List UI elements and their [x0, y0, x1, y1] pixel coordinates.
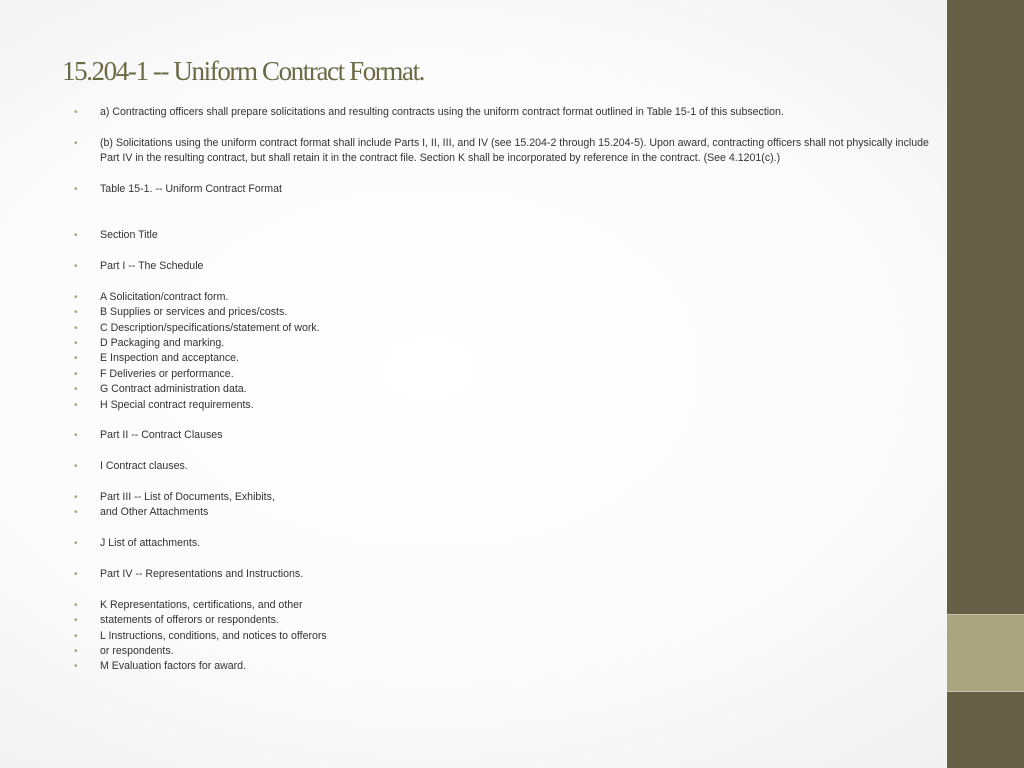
bullet-text: F Deliveries or performance. [100, 367, 234, 380]
bullet-item [74, 382, 950, 397]
bullet-item [74, 259, 950, 274]
bullet-text: I Contract clauses. [100, 460, 188, 473]
bullet-dot-icon: • [74, 399, 78, 411]
bullet-text: Table 15-1. -- Uniform Contract Format [100, 183, 282, 195]
bullet-dot-icon: • [74, 569, 78, 581]
bullet-text: D Packaging and marking. [100, 337, 225, 350]
bullet-dot-icon: • [74, 230, 78, 242]
bullet-dot-icon: • [74, 338, 78, 350]
bullet-item [74, 351, 950, 366]
bullet-text: G Contract administration data. [100, 383, 247, 396]
bullet-dot-icon: • [74, 368, 78, 380]
bullet-text: Part II -- Contract Clauses [100, 429, 223, 442]
bullet-item [74, 336, 950, 351]
sidebar-seam [947, 691, 1024, 692]
sidebar-segment-bottom [947, 692, 1024, 768]
bullet-dot-icon: • [74, 261, 78, 272]
bullet-item [74, 428, 950, 443]
sidebar-segment-middle [947, 614, 1024, 692]
bullet-item [74, 567, 950, 582]
bullet-item [74, 136, 950, 167]
bullet-item [74, 290, 950, 305]
bullet-text: a) Contracting officers shall prepare solicitations and resulting contracts using the uniform contract format outlined in Table 15-1 of this subsection. [100, 106, 784, 118]
bullet-text: (b) Solicitations using the uniform contract format shall include Parts I, II, III, and IV (see 15.204-2 through 15.204-5). Upon award, contracting officers shall not physically include Part IV in the resulting contract, but shall retain it in the contract file. Section K shall be incorporated by reference in the contract. (See 4.1201(c).) [100, 136, 929, 165]
bullet-text: K Representations, certifications, and other [100, 598, 303, 611]
bullet-text: M Evaluation factors for award. [100, 660, 247, 673]
bullet-text: L Instructions, conditions, and notices to offerors [100, 629, 327, 642]
bullet-dot-icon: • [74, 461, 78, 473]
bullet-dot-icon: • [74, 184, 78, 195]
bullet-item [74, 659, 950, 674]
bullet-dot-icon: • [74, 291, 78, 303]
bullet-text: J List of attachments. [100, 537, 201, 550]
sidebar-seam [947, 614, 1024, 615]
bullet-item [74, 629, 950, 644]
bullet-text: E Inspection and acceptance. [100, 352, 239, 365]
bullet-item [74, 598, 950, 613]
bullet-item [74, 105, 950, 120]
bullet-text: C Description/specifications/statement of work. [100, 321, 320, 334]
bullet-dot-icon: • [74, 137, 78, 149]
bullet-item [74, 644, 950, 659]
bullet-dot-icon: • [74, 322, 78, 334]
bullet-dot-icon: • [74, 384, 78, 396]
bullet-item [74, 505, 950, 520]
bullet-item [74, 536, 950, 551]
bullet-text: Part I -- The Schedule [100, 260, 204, 272]
bullet-dot-icon: • [74, 630, 78, 642]
bullet-text: B Supplies or services and prices/costs. [100, 306, 288, 319]
bullet-item [74, 459, 950, 474]
bullet-item [74, 490, 950, 505]
bullet-item [74, 321, 950, 336]
decorative-sidebar [947, 0, 1024, 768]
bullet-text: Part III -- List of Documents, Exhibits, [100, 491, 275, 504]
bullet-text: H Special contract requirements. [100, 398, 254, 411]
bullet-dot-icon: • [74, 492, 78, 504]
sidebar-segment-top [947, 0, 1024, 614]
bullet-dot-icon: • [74, 599, 78, 611]
bullet-text: statements of offerors or respondents. [100, 614, 279, 627]
bullet-item [74, 613, 950, 628]
bullet-list [74, 105, 950, 675]
bullet-item [74, 305, 950, 320]
bullet-dot-icon: • [74, 615, 78, 627]
slide-title: 15.204-1 -- Uniform Contract Format. [62, 56, 425, 86]
bullet-dot-icon: • [74, 430, 78, 442]
bullet-dot-icon: • [74, 646, 78, 658]
bullet-dot-icon: • [74, 538, 78, 550]
bullet-dot-icon: • [74, 507, 78, 519]
bullet-item [74, 367, 950, 382]
bullet-text: or respondents. [100, 645, 174, 658]
bullet-item [74, 182, 950, 197]
bullet-item [74, 228, 950, 243]
bullet-dot-icon: • [74, 661, 78, 673]
bullet-text: and Other Attachments [100, 506, 209, 519]
bullet-dot-icon: • [74, 353, 78, 365]
bullet-text: Section Title [100, 229, 158, 242]
bullet-item [74, 398, 950, 413]
bullet-dot-icon: • [74, 107, 78, 118]
bullet-text: A Solicitation/contract form. [100, 290, 229, 303]
bullet-text: Part IV -- Representations and Instructions. [100, 568, 304, 581]
bullet-dot-icon: • [74, 307, 78, 319]
